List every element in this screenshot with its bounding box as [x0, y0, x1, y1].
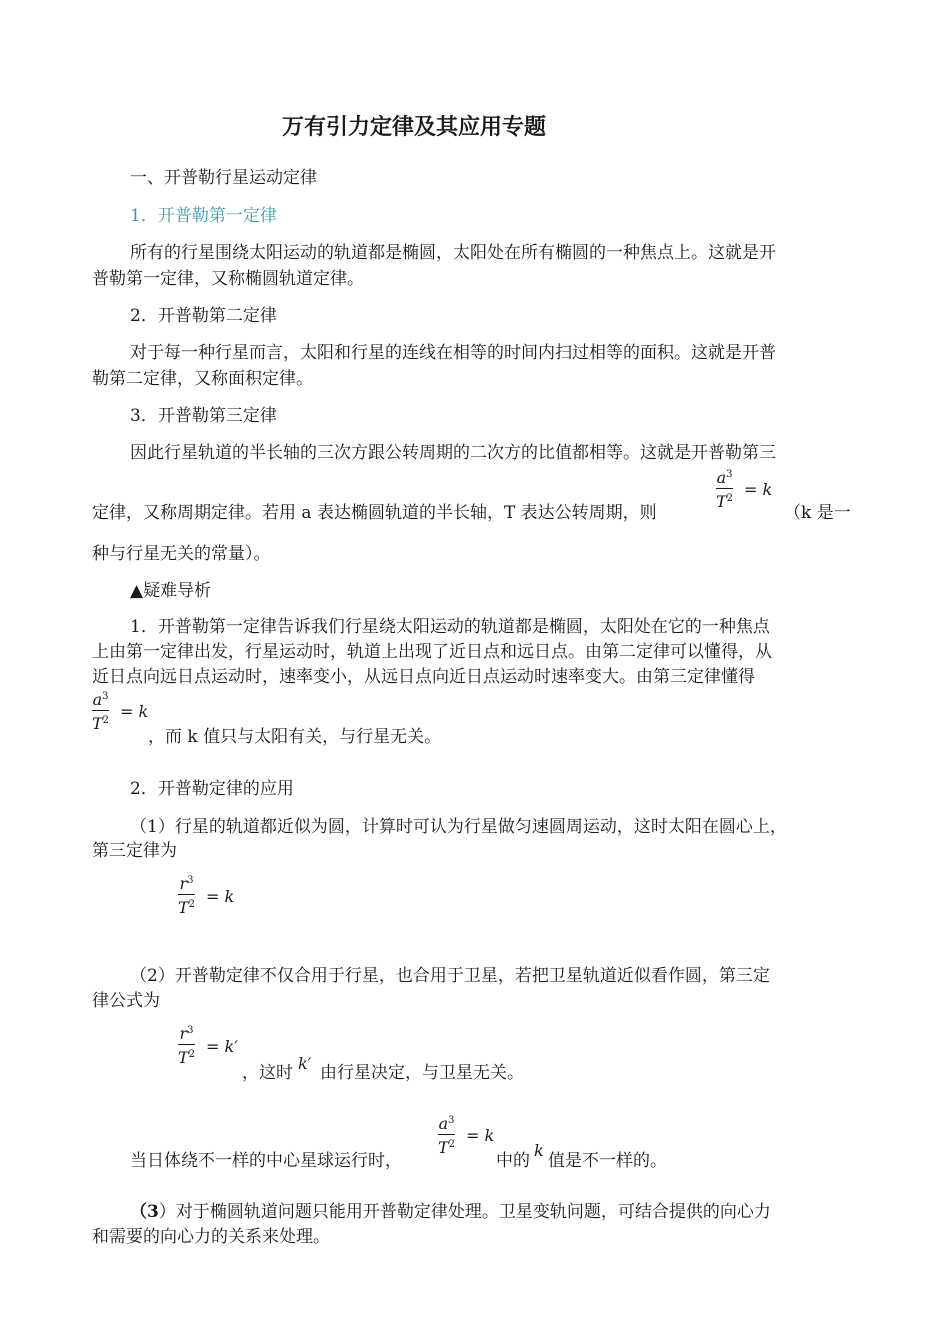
paragraph-line: 所有的行星围绕太阳运动的轨道都是椭圆，太阳处在所有椭圆的一种焦点上。这就是开	[130, 243, 776, 263]
paragraph-line: 值是不一样的。	[548, 1151, 667, 1171]
formula-denominator: $T^2$	[178, 898, 196, 917]
paragraph-line: （1）行星的轨道都近似为圆，计算时可认为行星做匀速圆周运动，这时太阳在圆心上，	[130, 817, 787, 837]
paragraph-line	[130, 1197, 771, 1222]
symbol-k: k	[534, 1141, 544, 1160]
paragraph-line: 种与行星无关的常量）。	[92, 544, 271, 564]
formula-r3-over-t2	[178, 1022, 195, 1067]
formula-denominator: $T^2$	[438, 1138, 456, 1157]
section-heading-kepler-laws: 一、开普勒行星运动定律	[130, 168, 317, 188]
paragraph-line: 由行星决定，与卫星无关。	[320, 1063, 524, 1083]
paragraph-line: 定律，又称周期定律。若用 a 表达椭圆轨道的半长轴，T 表达公转周期，则	[92, 503, 657, 523]
subsection-heading-third-law: 3．开普勒第三定律	[130, 406, 277, 426]
item-text: ）对于椭圆轨道问题只能用开普勒定律处理。卫星变轨问题，可结合提供的向心力	[158, 1202, 771, 1222]
fraction-bar	[178, 894, 195, 895]
fraction-bar	[178, 1044, 195, 1045]
fraction-bar	[438, 1134, 455, 1135]
paragraph-line: 对于每一种行星而言，太阳和行星的连线在相等的时间内扫过相等的面积。这就是开普	[130, 343, 776, 363]
paragraph-line: 1．开普勒第一定律告诉我们行星绕太阳运动的轨道都是椭圆，太阳处在它的一种焦点	[130, 617, 770, 637]
formula-a3-over-t2	[438, 1112, 455, 1157]
paragraph-line: 普勒第一定律，又称椭圆轨道定律。	[92, 269, 364, 289]
formula-denominator: $T^2$	[716, 492, 734, 511]
paragraph-line: 上由第一定律出发，行星运动时，轨道上出现了近日点和远日点。由第二定律可以懂得，从	[92, 642, 772, 662]
analysis-heading: ▲疑难导析	[130, 581, 212, 601]
fraction-bar	[92, 710, 109, 711]
formula-equals-k: = k	[466, 1126, 495, 1145]
fraction-bar	[716, 488, 733, 489]
formula-numerator: $a^3$	[438, 1114, 455, 1133]
formula-r3-over-t2	[178, 872, 195, 917]
formula-denominator: $T^2$	[178, 1048, 196, 1067]
subsection-heading-first-law: 1．开普勒第一定律	[130, 206, 277, 226]
formula-equals-k: = k	[120, 702, 149, 721]
subsection-heading-second-law: 2．开普勒第二定律	[130, 306, 277, 326]
paragraph-line: 律公式为	[92, 991, 160, 1011]
paragraph-line: 和需要的向心力的关系来处理。	[92, 1227, 330, 1247]
document-title: 万有引力定律及其应用专题	[282, 115, 547, 140]
formula-numerator: $r^3$	[179, 874, 194, 893]
paragraph-line: 当日体绕不一样的中心星球运行时，	[130, 1151, 402, 1171]
paragraph-line: （k 是一	[784, 503, 851, 523]
formula-equals-k: = k	[744, 480, 773, 499]
paragraph-line: （2）开普勒定律不仅合用于行星，也合用于卫星，若把卫星轨道近似看作圆，第三定	[130, 966, 770, 986]
formula-a3-over-t2	[92, 688, 109, 733]
subsection-heading-applications: 2．开普勒定律的应用	[130, 779, 294, 799]
symbol-kprime: k′	[298, 1054, 312, 1073]
paragraph-line: 勒第二定律，又称面积定律。	[92, 369, 313, 389]
paragraph-line: 第三定律为	[92, 841, 177, 861]
paragraph-line: ，这时	[242, 1063, 293, 1083]
formula-a3-over-t2	[716, 466, 733, 511]
formula-equals-kprime: = k′	[206, 1037, 238, 1056]
formula-numerator: $a^3$	[92, 690, 109, 709]
item-number: （3	[130, 1202, 159, 1222]
paragraph-line: 因此行星轨道的半长轴的三次方跟公转周期的二次方的比值都相等。这就是开普勒第三	[130, 443, 776, 463]
formula-numerator: $a^3$	[716, 468, 733, 487]
formula-numerator: $r^3$	[179, 1024, 194, 1043]
formula-equals-k: = k	[206, 887, 235, 906]
paragraph-line: 中的	[496, 1151, 530, 1171]
formula-denominator: $T^2$	[92, 714, 110, 733]
paragraph-line: ，而 k 值只与太阳有关，与行星无关。	[148, 727, 442, 747]
paragraph-line: 近日点向远日点运动时，速率变小，从远日点向近日点运动时速率变大。由第三定律懂得	[92, 667, 755, 687]
